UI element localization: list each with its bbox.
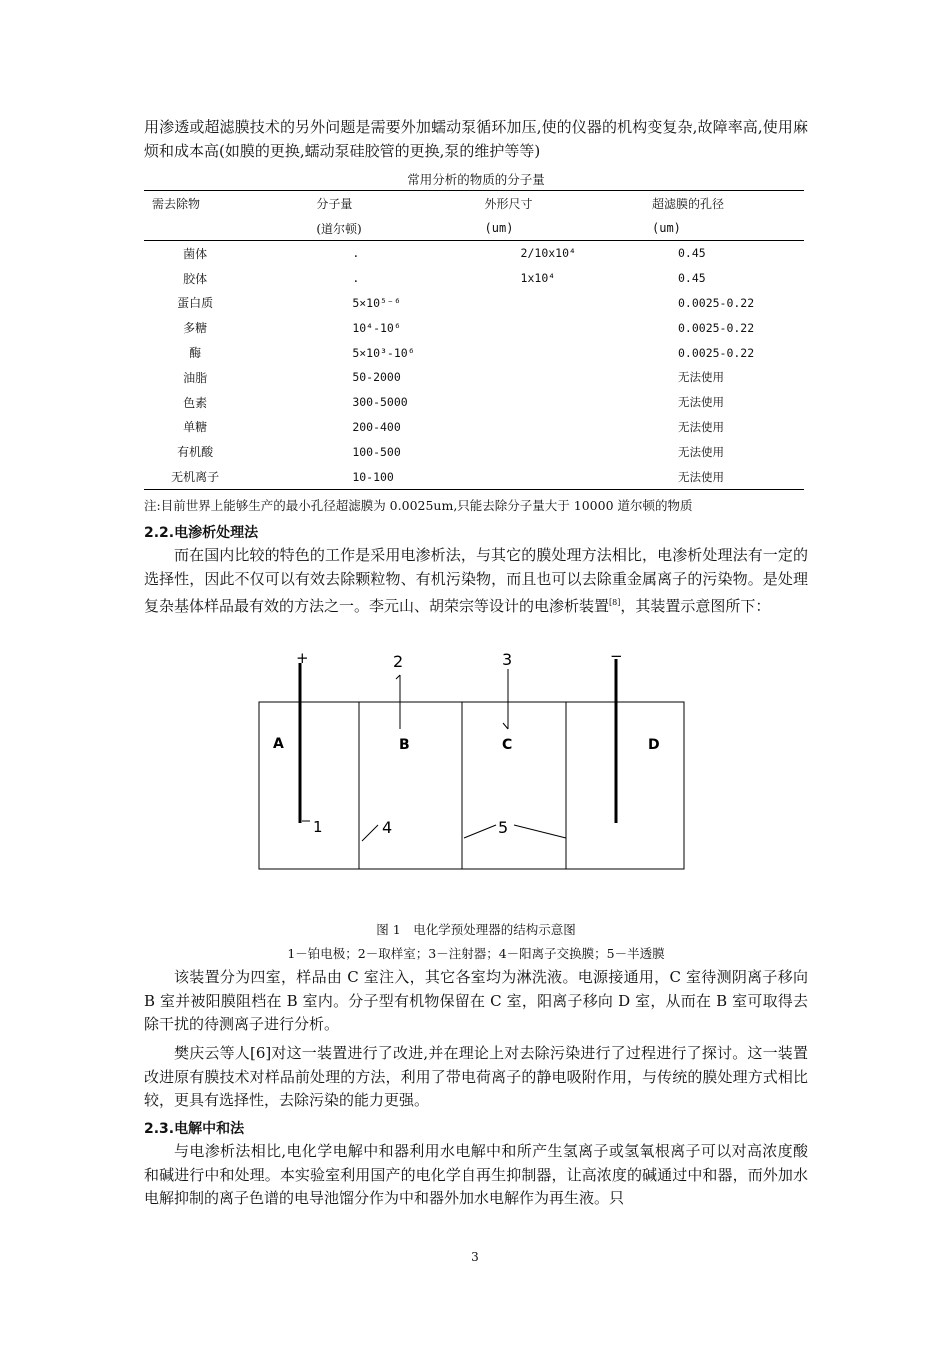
cell-pore: 0.0025-0.22: [678, 345, 755, 360]
header-cell: 超滤膜的孔径: [642, 191, 804, 217]
cell-molecular-weight: 200-400: [352, 419, 401, 434]
cell-size: [475, 291, 642, 316]
cell-pore: 0.45: [678, 246, 706, 261]
cell-size: 1x10⁴: [520, 271, 556, 286]
leader-line: [503, 723, 508, 729]
page-number: 3: [471, 1250, 479, 1264]
label-1: 1: [313, 818, 323, 836]
plus-sign: +: [296, 649, 309, 667]
table-row: [144, 439, 804, 464]
cell-substance: 油脂: [183, 370, 208, 385]
table-row: [144, 241, 804, 266]
label-3: 3: [502, 650, 513, 669]
subheader-cell: (um): [475, 216, 642, 241]
cell-substance: 酶: [189, 346, 202, 361]
table-row: [144, 315, 804, 340]
cell-substance: 单糖: [183, 420, 208, 435]
minus-sign: −: [610, 647, 623, 665]
leader-line: [362, 825, 378, 841]
cell-substance: 无机离子: [144, 464, 306, 489]
cell-molecular-weight: 50-2000: [352, 370, 401, 385]
cell-pore: 无法使用: [642, 464, 804, 489]
section-2-2-paragraph-3: 樊庆云等人[6]对这一装置进行了改进,并在理论上对去除污染进行了过程进行了探讨。这一装置改进原有膜技术对样品前处理的方法，利用了带电荷离子的静电吸附作用，与传统的膜处理方式相比较，更具有选择性，去除污染的能力更强。: [144, 1044, 808, 1109]
subheader-cell: [144, 216, 306, 241]
section-heading-2-2: 2.2.电渗析处理法: [144, 525, 259, 541]
table-caption: 常用分析的物质的分子量: [407, 172, 545, 187]
intro-paragraph: 用渗透或超滤膜技术的另外问题是需要外加蠕动泵循环加压,使的仪器的机构变复杂,故障率高,使用麻烦和成本高(如膜的更换,蠕动泵硅胶管的更换,泵的维护等等): [144, 118, 808, 160]
room-c-label: C: [502, 737, 513, 753]
cell-pore: 无法使用: [678, 395, 724, 410]
room-a-label: A: [273, 736, 284, 752]
cell-size: [475, 340, 642, 365]
cell-molecular-weight: 300-5000: [352, 395, 408, 410]
table-row: [144, 266, 804, 291]
table-header-row: [144, 191, 804, 217]
cell-molecular-weight: 5×10⁵⁻⁶: [352, 295, 401, 310]
figure-legend: 1－铂电极；2－取样室；3－注射器；4－阳离子交换膜；5－半透膜: [287, 946, 665, 961]
cell-pore: 0.0025-0.22: [678, 295, 755, 310]
citation: [8]: [609, 598, 621, 607]
device-outline: [259, 702, 684, 869]
cell-molecular-weight: .: [352, 246, 360, 261]
cell-pore: 无法使用: [678, 419, 724, 434]
section-2-2-paragraph-1: [144, 544, 808, 619]
cell-molecular-weight: 5×10³-10⁶: [352, 345, 415, 360]
molecular-weight-table: [144, 190, 804, 490]
section-2-3-paragraph-1: 与电渗析法相比,电化学电解中和器利用水电解中和所产生氢离子或氢氧根离子可以对高浓度酸和碱进行中和处理。本实验室利用国产的电化学自再生抑制器，让高浓度的碱通过中和器，而外加水电解抑制的离子色谱的电导池馏分作为中和器外加水电解作为再生液。只: [144, 1142, 808, 1207]
table-row: [144, 390, 804, 415]
cell-pore: 0.45: [678, 271, 706, 286]
table-row: [144, 415, 804, 440]
paragraph-text-end: ，其装置示意图所下：: [620, 597, 771, 615]
leader-line: [514, 825, 566, 838]
cell-pore: 0.0025-0.22: [678, 320, 755, 335]
cell-size: [475, 464, 642, 489]
cell-substance: 蛋白质: [177, 296, 214, 311]
table-row: [144, 464, 804, 489]
table-note: 注:目前世界上能够生产的最小孔径超滤膜为 0.0025um,只能去除分子量大于 10000 道尔顿的物质: [144, 498, 693, 513]
figure-caption: 图 1 电化学预处理器的结构示意图: [376, 922, 576, 937]
header-cell: 需去除物: [144, 191, 306, 217]
cell-size: 2/10x10⁴: [520, 246, 576, 261]
room-b-label: B: [399, 737, 410, 753]
table-row: [144, 291, 804, 316]
table-subheader-row: [144, 216, 804, 241]
table-row: [144, 365, 804, 390]
cell-molecular-weight: 10⁴-10⁶: [352, 320, 401, 335]
label-5: 5: [498, 818, 509, 837]
cell-molecular-weight: 10-100: [306, 464, 474, 489]
cell-size: [475, 439, 642, 464]
cell-substance: 色素: [183, 395, 208, 410]
paragraph-text: 而在国内比较的特色的工作是采用电渗析法，与其它的膜处理方法相比，电渗析处理法有一定的选择性，因此不仅可以有效去除颗粒物、有机污染物，而且也可以去除重金属离子的污染物。是处理复杂基体样品最有效的方法之一。李元山、胡荣宗等设计的电渗析装置: [144, 546, 808, 615]
cell-size: [475, 415, 642, 440]
label-4: 4: [382, 818, 393, 837]
section-2-2-paragraph-2: 该装置分为四室，样品由 C 室注入，其它各室均为淋洗液。电源接通用，C 室待测阴离子移向 B 室并被阳膜阻档在 B 室内。分子型有机物保留在 C 室，阳离子移向 D 室，从而在 B 室可取得去除干扰的待测离子进行分析。: [144, 968, 808, 1033]
cell-substance: 胶体: [183, 271, 208, 286]
cell-substance: 有机酸: [177, 445, 214, 460]
cell-substance: 多糖: [183, 321, 208, 336]
cell-size: [475, 365, 642, 390]
leader-line: [396, 675, 400, 679]
cell-substance: 菌体: [183, 246, 208, 261]
cell-molecular-weight: 100-500: [352, 444, 401, 459]
subheader-cell: (um): [642, 216, 804, 241]
cell-size: [475, 390, 642, 415]
table-row: [144, 340, 804, 365]
header-cell: 分子量: [306, 191, 474, 217]
label-2: 2: [393, 652, 404, 671]
header-cell: 外形尺寸: [475, 191, 642, 217]
cell-molecular-weight: .: [352, 271, 360, 286]
electrodialysis-diagram: [250, 645, 700, 875]
cell-pore: 无法使用: [678, 370, 724, 385]
subheader-cell: (道尔顿): [306, 216, 474, 241]
cell-pore: 无法使用: [678, 444, 724, 459]
room-d-label: D: [648, 737, 660, 753]
leader-line: [464, 825, 496, 838]
cell-size: [475, 315, 642, 340]
section-heading-2-3: 2.3.电解中和法: [144, 1121, 245, 1137]
